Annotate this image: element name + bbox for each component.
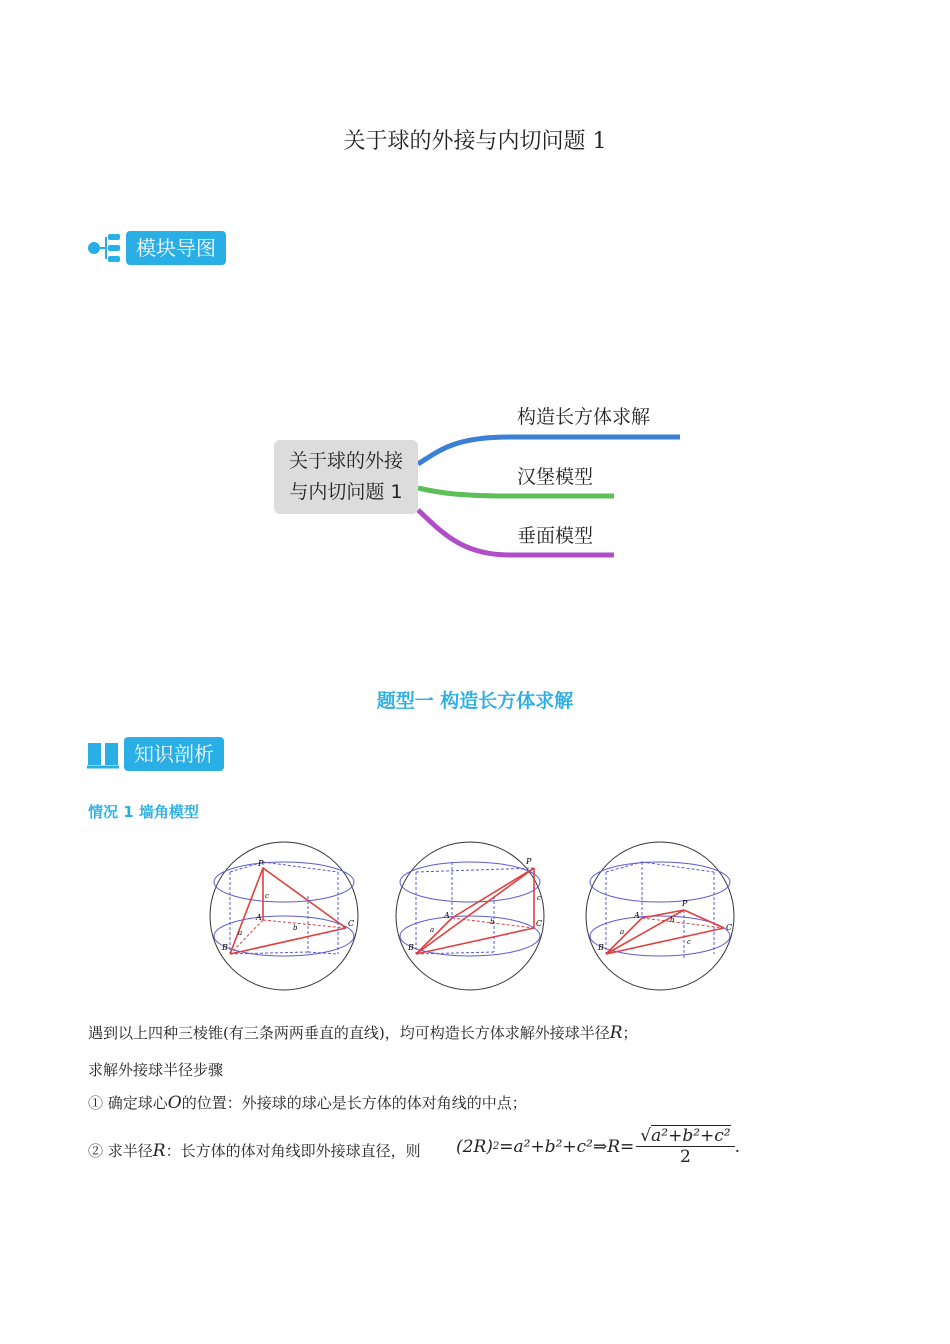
label-b-2: B [408,943,414,952]
radius-formula [456,1126,740,1167]
connector-1 [418,437,680,464]
sphere-figure-3 [586,842,734,990]
label-p-3: P [682,899,688,908]
label-a-3: A [634,911,640,920]
label-p-1: P [258,859,264,868]
label-a-2: A [444,911,450,920]
page-title: 关于球的外接与内切问题 1 [343,129,607,154]
mindmap-center [274,440,418,514]
intro-suffix: ； [622,1024,638,1042]
label-a-1: A [256,913,262,922]
label-a-edge-3: a [620,928,625,936]
formula-exp: 2 [492,1141,500,1152]
label-p-2: P [526,857,532,866]
module-map-badge [86,231,226,265]
sphere-figure-2 [396,842,544,990]
step2-suffix: ：长方体的体对角线即外接球直径，则 [165,1142,421,1160]
mindmap-branch-3: 垂面模型 [517,525,594,547]
step1-prefix: ① 确定球心 [88,1094,168,1112]
formula-fraction [636,1126,734,1167]
label-b-edge-2: b [490,918,495,926]
label-c-2: C [536,919,543,928]
formula-left: (2R) [456,1136,493,1157]
paragraph-step-1 [88,1092,527,1113]
mindmap-icon [86,231,122,265]
var-r-2: R [152,1141,166,1161]
mindmap-center-line2: 与内切问题 1 [289,481,403,503]
var-r: R [609,1023,623,1043]
label-a-edge-1: a [238,929,243,937]
label-a-edge-2: a [430,926,435,934]
module-map-label: 模块导图 [126,231,226,265]
step2-prefix: ② 求半径 [88,1142,153,1160]
paragraph-steps-heading: 求解外接球半径步骤 [88,1061,224,1079]
label-b-1: B [222,943,228,952]
formula-num-text: a²+b²+c² [651,1126,731,1146]
label-c-edge-1: c [265,892,269,900]
mindmap-branch-1: 构造长方体求解 [517,406,651,428]
label-c-1: C [348,919,355,928]
sphere-figures [208,838,748,1002]
sphere-figure-row [208,838,748,998]
step1-suffix: 的位置：外接球的球心是长方体的体对角线的中点； [181,1094,527,1112]
section-title: 题型一 构造长方体求解 [376,690,574,712]
knowledge-label: 知识剖析 [124,737,224,771]
label-b-edge-3: b [670,916,675,924]
label-b-3: B [598,943,604,952]
formula-numerator [636,1126,734,1147]
connector-2 [418,488,614,496]
paragraph-step-2 [88,1140,421,1161]
sqrt-icon: √ [640,1126,652,1146]
label-c-edge-2: c [537,894,541,902]
label-c-edge-3: c [687,938,691,946]
formula-mid: =a²+b²+c²⇒ [499,1136,608,1157]
intro-text: 遇到以上四种三棱锥(有三条两两垂直的直线)，均可构造长方体求解外接球半径 [88,1024,610,1042]
knowledge-badge [86,737,224,771]
formula-denominator: 2 [680,1147,691,1167]
book-icon [86,737,120,771]
paragraph-intro [88,1022,638,1043]
case-title: 情况 1 墙角模型 [88,803,199,821]
label-b-edge-1: b [293,924,298,932]
mindmap-branch-2: 汉堡模型 [517,466,594,488]
var-o: O [167,1093,182,1113]
formula-r: R= [607,1136,635,1157]
formula-end: . [734,1136,741,1157]
label-c-3: C [726,923,733,932]
sphere-figure-1 [210,842,358,990]
mindmap-center-line1: 关于球的外接 [288,450,403,472]
